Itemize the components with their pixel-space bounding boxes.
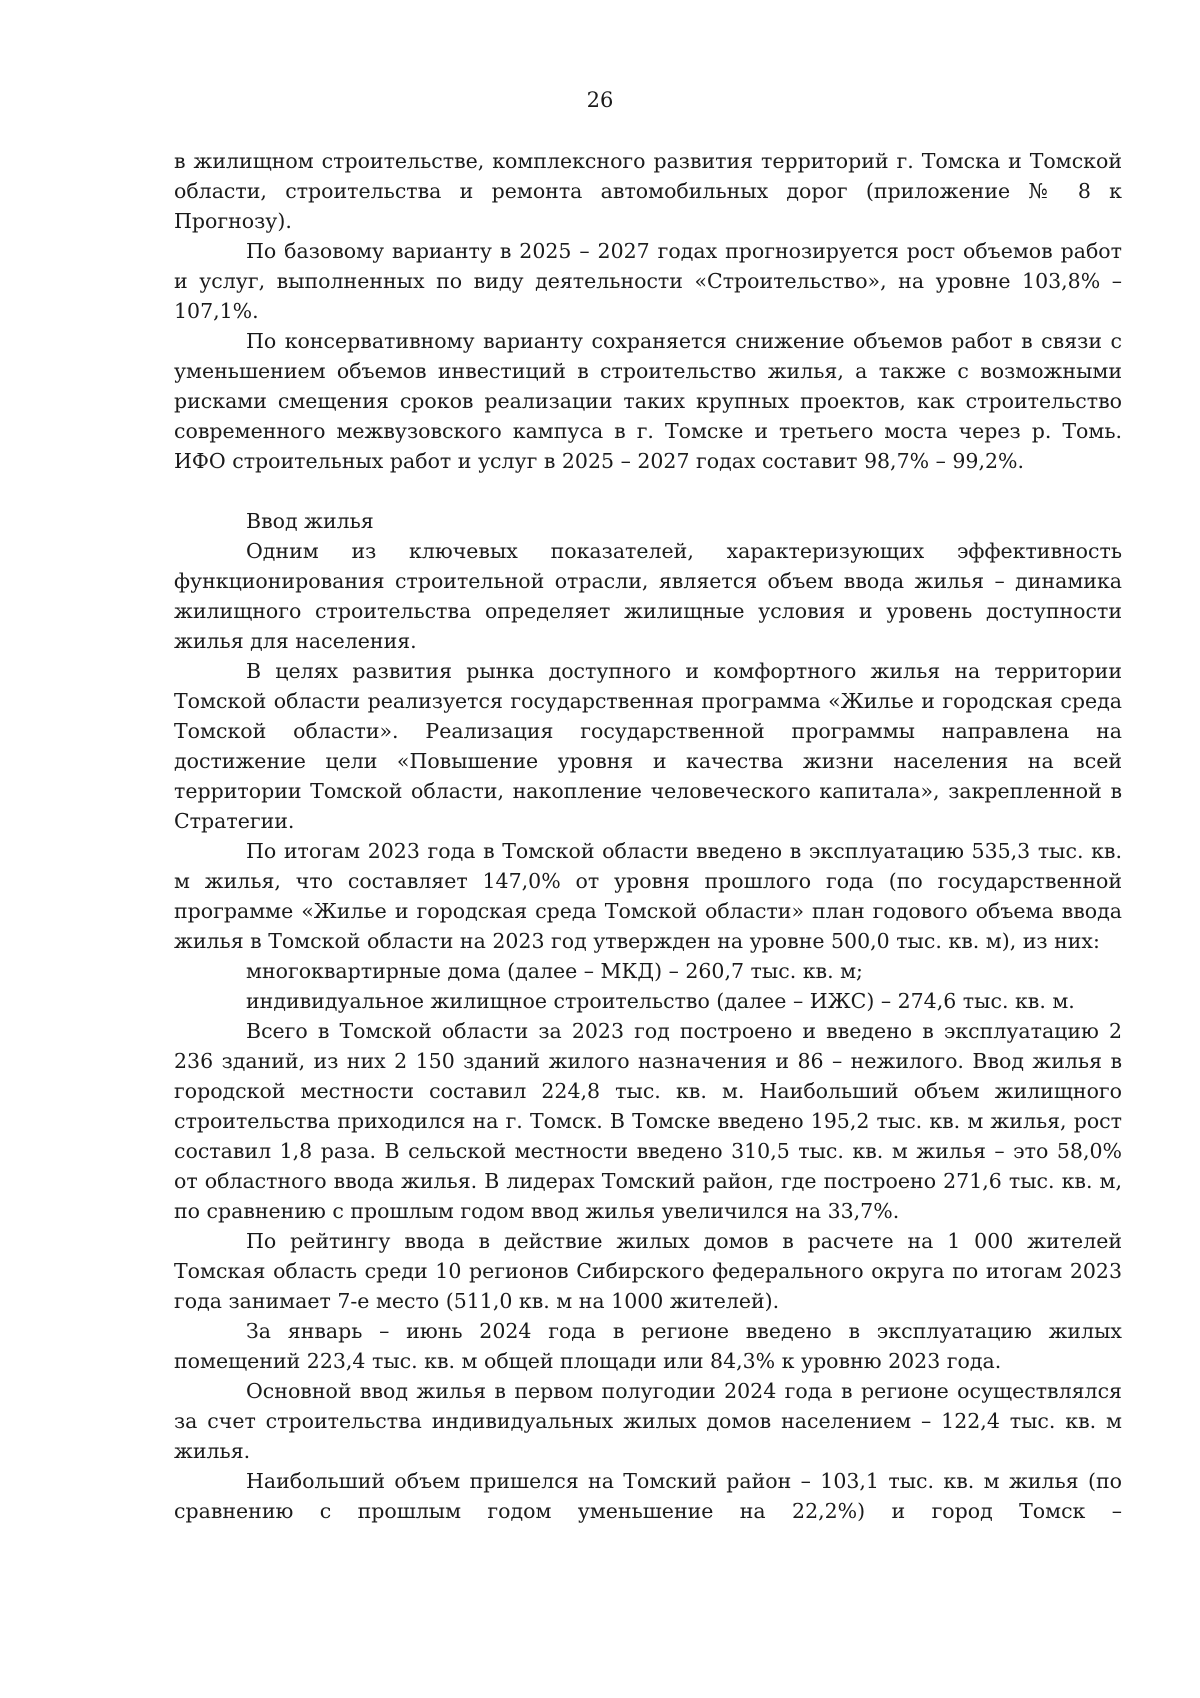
- paragraph-state-program: В целях развития рынка доступного и комфортного жилья на территории Томской области реализуется государственная программа «Жилье и городская среда Томской области». Реализация государственной программы направлена на достижение цели «Повышение уровня и качества жизни населения на всей территории Томской области, накопление человеческого капитала», закрепленной в Стратегии.: [174, 659, 1122, 833]
- section-heading-housing: Ввод жилья: [246, 509, 374, 533]
- paragraph-buildings-total: Всего в Томской области за 2023 год построено и введено в эксплуатацию 2 236 зданий, из них 2 150 зданий жилого назначения и 86 – нежилого. Ввод жилья в городской местности составил 224,8 тыс. кв. м. Наибольший объем жилищного строительства приходился на г. Томск. В Томске введено 195,2 тыс. кв. м жилья, рост составил 1,8 раза. В сельской местности введено 310,5 тыс. кв. м жилья – это 58,0% от областного ввода жилья. В лидерах Томский район, где построено 271,6 тыс. кв. м, по сравнению с прошлым годом ввод жилья увеличился на 33,7%.: [174, 1019, 1122, 1223]
- paragraph-continuation: в жилищном строительстве, комплексного развития территорий г. Томска и Томской области, строительства и ремонта автомобильных дорог (приложение № 8 к Прогнозу).: [174, 149, 1122, 233]
- paragraph-tomsk-district: Наибольший объем пришелся на Томский район – 103,1 тыс. кв. м жилья (по сравнению с прошлым годом уменьшение на 22,2%) и город Томск –: [174, 1469, 1122, 1523]
- document-body: [174, 146, 1122, 1526]
- paragraph-base-scenario: По базовому варианту в 2025 – 2027 годах прогнозируется рост объемов работ и услуг, выполненных по виду деятельности «Строительство», на уровне 103,8% – 107,1%.: [174, 239, 1122, 323]
- list-item-mkd: многоквартирные дома (далее – МКД) – 260,7 тыс. кв. м;: [246, 959, 863, 983]
- paragraph-conservative-scenario: По консервативному варианту сохраняется снижение объемов работ в связи с уменьшением объемов инвестиций в строительство жилья, а также с возможными рисками смещения сроков реализации таких крупных проектов, как строительство современного межвузовского кампуса в г. Томске и третьего моста через р. Томь. ИФО строительных работ и услуг в 2025 – 2027 годах составит 98,7% – 99,2%.: [174, 329, 1122, 473]
- paragraph-rating: По рейтингу ввода в действие жилых домов в расчете на 1 000 жителей Томская область среди 10 регионов Сибирского федерального округа по итогам 2023 года занимает 7-е место (511,0 кв. м на 1000 жителей).: [174, 1229, 1122, 1313]
- paragraph-key-indicator: Одним из ключевых показателей, характеризующих эффективность функционирования строительной отрасли, является объем ввода жилья – динамика жилищного строительства определяет жилищные условия и уровень доступности жилья для населения.: [174, 539, 1122, 653]
- paragraph-jan-jun-2024: За январь – июнь 2024 года в регионе введено в эксплуатацию жилых помещений 223,4 тыс. кв. м общей площади или 84,3% к уровню 2023 года.: [174, 1319, 1122, 1373]
- paragraph-2023-results: По итогам 2023 года в Томской области введено в эксплуатацию 535,3 тыс. кв. м жилья, что составляет 147,0% от уровня прошлого года (по государственной программе «Жилье и городская среда Томской области» план годового объема ввода жилья в Томской области на 2023 год утвержден на уровне 500,0 тыс. кв. м), из них:: [174, 839, 1122, 953]
- list-item-izhs: индивидуальное жилищное строительство (далее – ИЖС) – 274,6 тыс. кв. м.: [246, 989, 1075, 1013]
- page-number: 26: [586, 88, 614, 112]
- paragraph-first-half-2024: Основной ввод жилья в первом полугодии 2024 года в регионе осуществлялся за счет строительства индивидуальных жилых домов населением – 122,4 тыс. кв. м жилья.: [174, 1379, 1122, 1463]
